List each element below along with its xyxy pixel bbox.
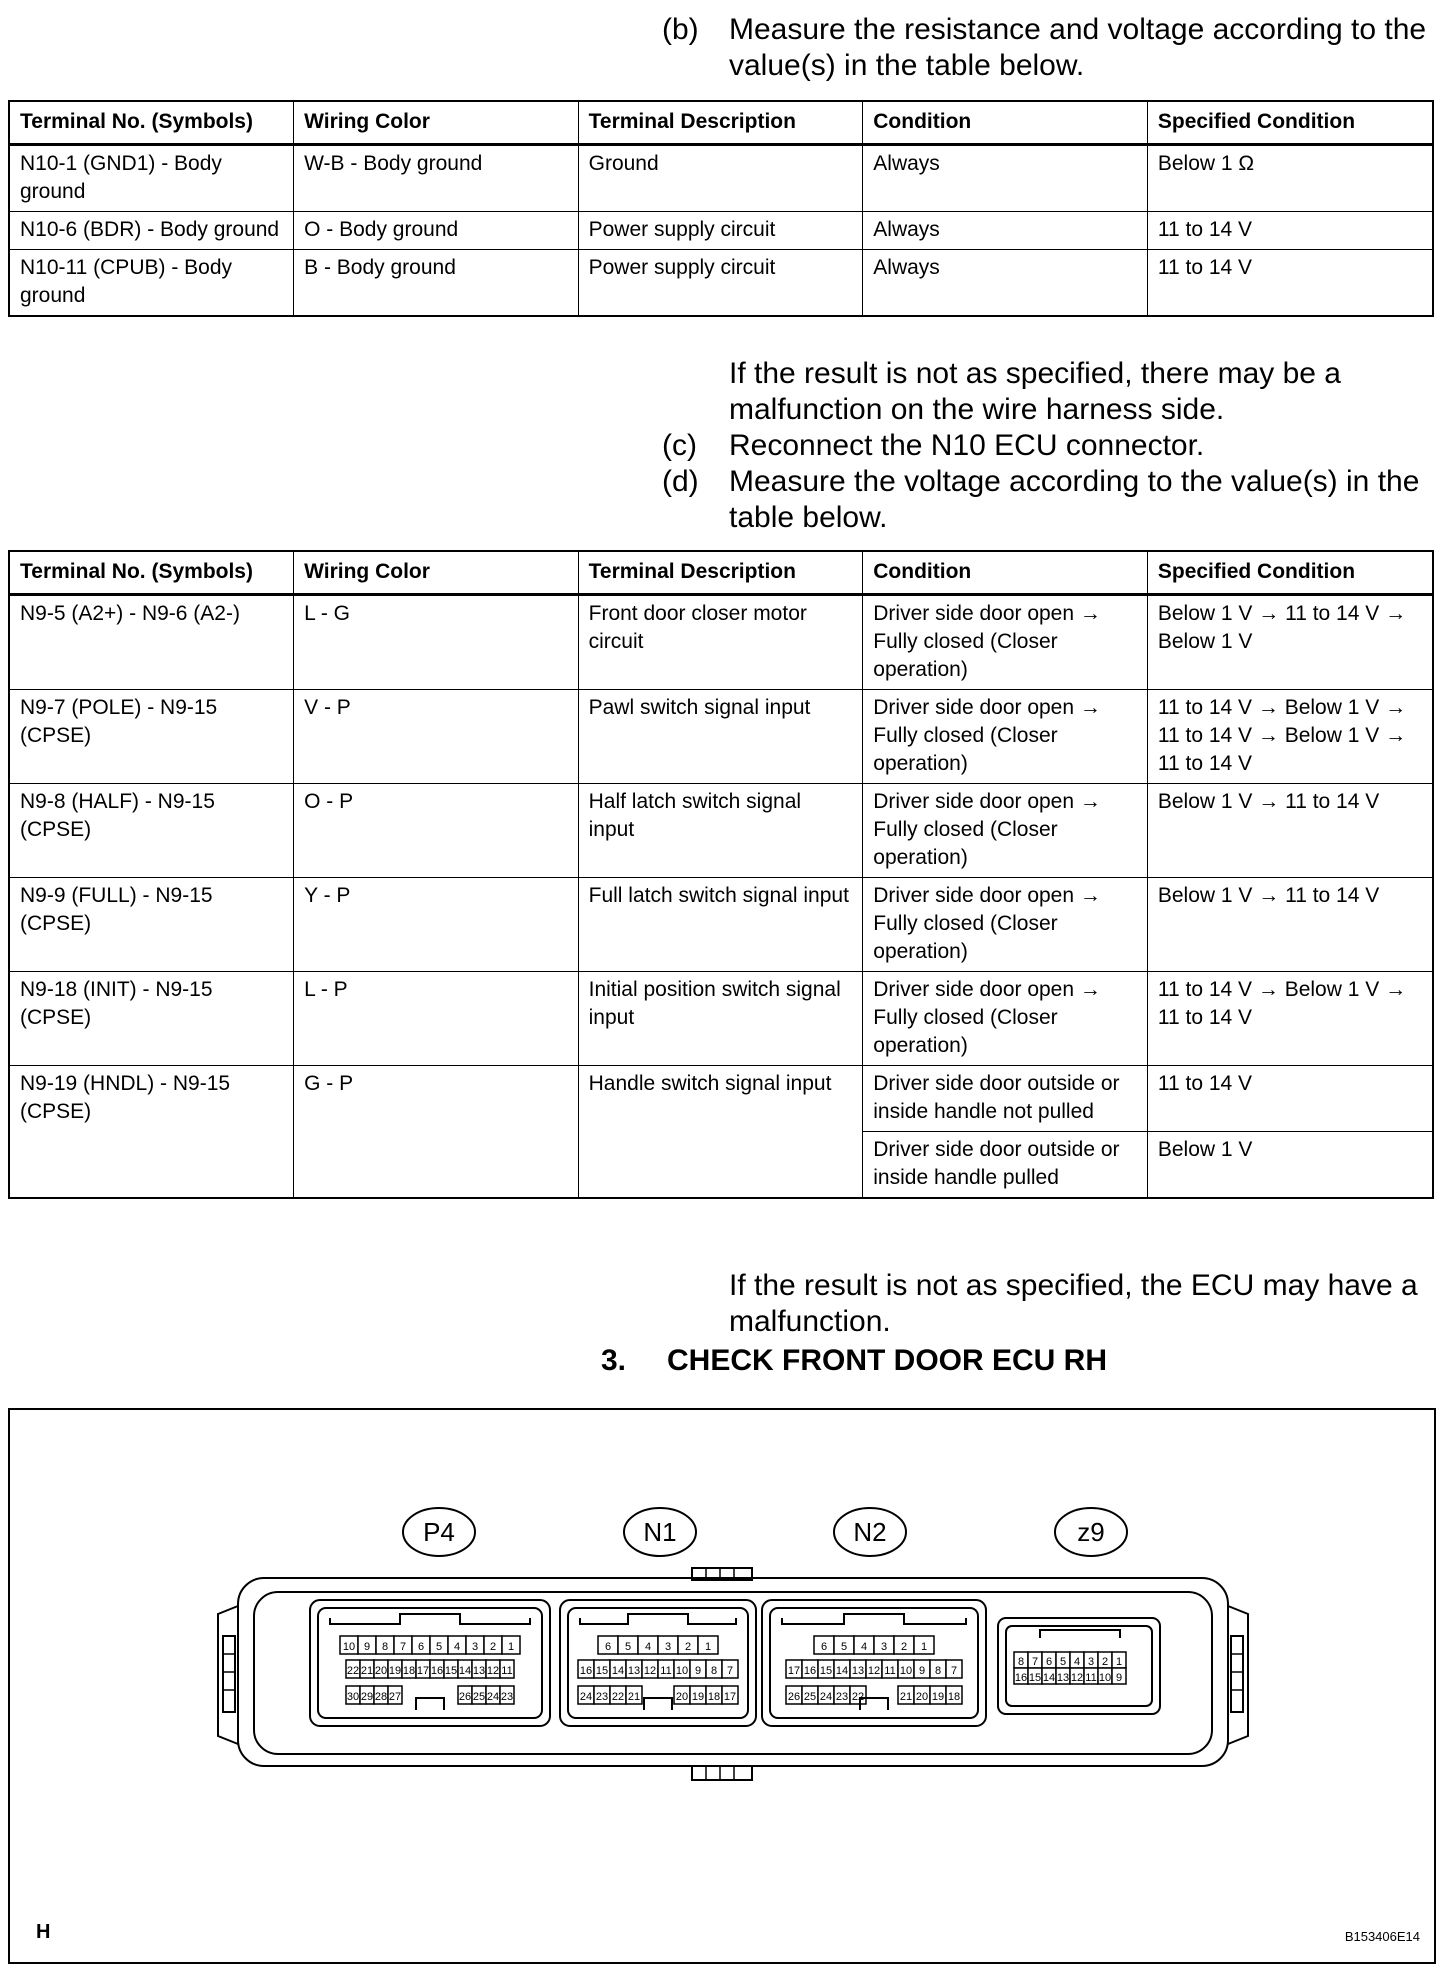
pin-number: 16 xyxy=(803,1665,817,1677)
pin-number: 4 xyxy=(860,1641,868,1653)
table-cell: Power supply circuit xyxy=(578,212,863,250)
pin-number: 12 xyxy=(1070,1672,1084,1684)
pin-number: 10 xyxy=(899,1665,913,1677)
pin-number: 5 xyxy=(435,1641,443,1653)
table-cell: N9-9 (FULL) - N9-15 (CPSE) xyxy=(9,878,294,972)
section-number: 3. xyxy=(601,1344,627,1377)
column-header: Terminal Description xyxy=(578,551,863,595)
housing-latch-right xyxy=(1231,1636,1243,1712)
pin-number: 10 xyxy=(342,1641,356,1653)
column-header: Terminal Description xyxy=(578,101,863,145)
pin-number: 12 xyxy=(867,1665,881,1677)
table-cell: 11 to 14 V → Below 1 V → 11 to 14 V xyxy=(1147,972,1433,1066)
connector-label: N1 xyxy=(643,1517,677,1547)
pin-number: 1 xyxy=(920,1641,928,1653)
column-header: Wiring Color xyxy=(294,551,579,595)
pin-number: 23 xyxy=(500,1691,514,1703)
table-cell: N10-6 (BDR) - Body ground xyxy=(9,212,294,250)
pin-number: 12 xyxy=(643,1665,657,1677)
table-cell: Always xyxy=(863,250,1148,317)
pin-number: 27 xyxy=(388,1691,402,1703)
column-header: Terminal No. (Symbols) xyxy=(9,101,294,145)
note-ecu-malfunction: If the result is not as specified, the ECU may have a malfunction. xyxy=(729,1269,1418,1338)
pin-number: 24 xyxy=(579,1691,593,1703)
table-cell: N9-5 (A2+) - N9-6 (A2-) xyxy=(9,595,294,690)
pin-number: 16 xyxy=(1014,1672,1028,1684)
table-row xyxy=(9,972,1433,1066)
connector-label: P4 xyxy=(423,1517,455,1547)
table-cell: Below 1 V → 11 to 14 V xyxy=(1147,878,1433,972)
table-row xyxy=(9,1066,1433,1132)
pin-number: 9 xyxy=(918,1665,926,1677)
pin-number: 4 xyxy=(1073,1656,1081,1668)
voltage-table xyxy=(8,550,1434,1199)
table-cell: Power supply circuit xyxy=(578,250,863,317)
bottom-clip xyxy=(692,1766,752,1780)
pin-number: 25 xyxy=(472,1691,486,1703)
pin-number: 8 xyxy=(1017,1656,1025,1668)
pin-number: 14 xyxy=(458,1665,472,1677)
table-cell: Ground xyxy=(578,145,863,212)
pin-number: 24 xyxy=(819,1691,833,1703)
pin-number: 8 xyxy=(934,1665,942,1677)
column-header: Condition xyxy=(863,551,1148,595)
pin-number: 6 xyxy=(417,1641,425,1653)
table-cell: 11 to 14 V xyxy=(1147,212,1433,250)
table-row xyxy=(9,212,1433,250)
ecu-connector-figure xyxy=(8,1408,1436,1964)
table-cell: V - P xyxy=(294,690,579,784)
table-cell: N9-7 (POLE) - N9-15 (CPSE) xyxy=(9,690,294,784)
pin-number: 8 xyxy=(381,1641,389,1653)
table-cell: Initial position switch signal input xyxy=(578,972,863,1066)
pin-number: 2 xyxy=(489,1641,497,1653)
pin-number: 3 xyxy=(1087,1656,1095,1668)
pin-number: 18 xyxy=(947,1691,961,1703)
pin-number: 20 xyxy=(915,1691,929,1703)
pin-number: 18 xyxy=(402,1665,416,1677)
pin-number: 3 xyxy=(471,1641,479,1653)
N1-key-tab xyxy=(580,1614,736,1624)
resistance-voltage-table xyxy=(8,100,1434,317)
step-b-text: Measure the resistance and voltage according to the value(s) in the table below. xyxy=(729,13,1427,82)
column-header: Specified Condition xyxy=(1147,551,1433,595)
table-header-row xyxy=(9,101,1433,145)
pin-number: 6 xyxy=(820,1641,828,1653)
table-cell: N9-8 (HALF) - N9-15 (CPSE) xyxy=(9,784,294,878)
housing-latch-left xyxy=(223,1636,235,1712)
table-cell: Half latch switch signal input xyxy=(578,784,863,878)
pin-number: 22 xyxy=(611,1691,625,1703)
N2-key-tab xyxy=(782,1614,966,1624)
column-header: Condition xyxy=(863,101,1148,145)
pin-number: 2 xyxy=(900,1641,908,1653)
pin-number: 1 xyxy=(704,1641,712,1653)
pin-number: 23 xyxy=(595,1691,609,1703)
pin-number: 23 xyxy=(835,1691,849,1703)
pin-number: 11 xyxy=(884,1665,896,1677)
step-d-label: (d) xyxy=(662,465,699,498)
pin-number: 21 xyxy=(899,1691,913,1703)
pin-number: 1 xyxy=(507,1641,515,1653)
pin-number: 15 xyxy=(444,1665,458,1677)
table-row xyxy=(9,690,1433,784)
P4-polarizing-key xyxy=(416,1698,444,1710)
pin-number: 5 xyxy=(840,1641,848,1653)
pin-number: 29 xyxy=(360,1691,374,1703)
table-cell: Below 1 Ω xyxy=(1147,145,1433,212)
pin-number: 2 xyxy=(1101,1656,1109,1668)
table-cell: O - P xyxy=(294,784,579,878)
table-cell: Below 1 V xyxy=(1147,1132,1433,1199)
column-header: Terminal No. (Symbols) xyxy=(9,551,294,595)
table-cell: 11 to 14 V xyxy=(1147,1066,1433,1132)
pin-number: 5 xyxy=(1059,1656,1067,1668)
pin-number: 7 xyxy=(726,1665,734,1677)
pin-number: 17 xyxy=(723,1691,737,1703)
table-cell: Driver side door open → Fully closed (Closer operation) xyxy=(863,595,1148,690)
pin-number: 10 xyxy=(1098,1672,1112,1684)
pin-number: 9 xyxy=(363,1641,371,1653)
pin-number: 3 xyxy=(664,1641,672,1653)
pin-number: 9 xyxy=(1115,1672,1123,1684)
pin-number: 1 xyxy=(1115,1656,1123,1668)
pin-number: 12 xyxy=(486,1665,500,1677)
pin-number: 7 xyxy=(950,1665,958,1677)
z9-key-tab xyxy=(1040,1630,1120,1638)
table-cell: O - Body ground xyxy=(294,212,579,250)
table-cell: Pawl switch signal input xyxy=(578,690,863,784)
pin-number: 14 xyxy=(1042,1672,1056,1684)
pin-number: 28 xyxy=(374,1691,388,1703)
pin-number: 16 xyxy=(430,1665,444,1677)
pin-number: 24 xyxy=(486,1691,500,1703)
pin-number: 17 xyxy=(787,1665,801,1677)
section-title: CHECK FRONT DOOR ECU RH xyxy=(667,1344,1107,1377)
table-cell: B - Body ground xyxy=(294,250,579,317)
table-row xyxy=(9,250,1433,317)
table-cell: N9-18 (INIT) - N9-15 (CPSE) xyxy=(9,972,294,1066)
pin-number: 13 xyxy=(627,1665,641,1677)
pin-number: 11 xyxy=(1085,1672,1097,1684)
pin-number: 4 xyxy=(453,1641,461,1653)
pin-number: 13 xyxy=(1056,1672,1070,1684)
table-header-row xyxy=(9,551,1433,595)
table-row xyxy=(9,878,1433,972)
figure-corner-label: H xyxy=(36,1921,51,1943)
pin-number: 14 xyxy=(611,1665,625,1677)
table-cell: L - P xyxy=(294,972,579,1066)
pin-number: 21 xyxy=(360,1665,374,1677)
pin-number: 7 xyxy=(1031,1656,1039,1668)
pin-number: 13 xyxy=(472,1665,486,1677)
note-wire-harness: If the result is not as specified, there may be a malfunction on the wire harness side. xyxy=(729,357,1341,426)
table-cell: Driver side door open → Fully closed (Closer operation) xyxy=(863,972,1148,1066)
pin-number: 26 xyxy=(458,1691,472,1703)
table-cell: N10-1 (GND1) - Body ground xyxy=(9,145,294,212)
pin-number: 19 xyxy=(691,1691,705,1703)
pin-number: 15 xyxy=(595,1665,609,1677)
table-row xyxy=(9,145,1433,212)
table-cell: Handle switch signal input xyxy=(578,1066,863,1199)
connector-label: z9 xyxy=(1077,1517,1105,1547)
table-cell: Driver side door open → Fully closed (Closer operation) xyxy=(863,690,1148,784)
step-c-label: (c) xyxy=(662,429,697,462)
pin-number: 4 xyxy=(644,1641,652,1653)
table-cell: Front door closer motor circuit xyxy=(578,595,863,690)
pin-number: 5 xyxy=(624,1641,632,1653)
pin-number: 10 xyxy=(675,1665,689,1677)
table-row xyxy=(9,595,1433,690)
pin-number: 20 xyxy=(374,1665,388,1677)
table-cell: Always xyxy=(863,212,1148,250)
step-d-text: Measure the voltage according to the value(s) in the table below. xyxy=(729,465,1420,534)
pin-number: 22 xyxy=(346,1665,360,1677)
table-cell: N9-19 (HNDL) - N9-15 (CPSE) xyxy=(9,1066,294,1199)
pin-number: 8 xyxy=(710,1665,718,1677)
figure-code: B153406E14 xyxy=(1344,1929,1420,1944)
pin-number: 13 xyxy=(851,1665,865,1677)
pin-number: 3 xyxy=(880,1641,888,1653)
table-cell: L - G xyxy=(294,595,579,690)
pin-number: 15 xyxy=(819,1665,833,1677)
pin-number: 11 xyxy=(660,1665,672,1677)
pin-number: 19 xyxy=(931,1691,945,1703)
table-cell: Below 1 V → 11 to 14 V xyxy=(1147,784,1433,878)
pin-number: 19 xyxy=(388,1665,402,1677)
table-cell: G - P xyxy=(294,1066,579,1199)
pin-number: 6 xyxy=(604,1641,612,1653)
pin-number: 2 xyxy=(684,1641,692,1653)
table-cell: Driver side door open → Fully closed (Closer operation) xyxy=(863,784,1148,878)
pin-number: 11 xyxy=(501,1665,513,1677)
pin-number: 26 xyxy=(787,1691,801,1703)
table-cell: W-B - Body ground xyxy=(294,145,579,212)
ecu-connector-diagram xyxy=(10,1410,1434,1962)
pin-number: 18 xyxy=(707,1691,721,1703)
column-header: Wiring Color xyxy=(294,101,579,145)
table-cell: 11 to 14 V xyxy=(1147,250,1433,317)
step-c-text: Reconnect the N10 ECU connector. xyxy=(729,429,1205,462)
pin-number: 21 xyxy=(627,1691,641,1703)
N1-polarizing-key xyxy=(644,1698,672,1710)
column-header: Specified Condition xyxy=(1147,101,1433,145)
table-cell: 11 to 14 V → Below 1 V → 11 to 14 V → Below 1 V → 11 to 14 V xyxy=(1147,690,1433,784)
pin-number: 14 xyxy=(835,1665,849,1677)
pin-number: 6 xyxy=(1045,1656,1053,1668)
table-cell: Y - P xyxy=(294,878,579,972)
connector-label: N2 xyxy=(853,1517,887,1547)
P4-key-tab xyxy=(330,1614,530,1624)
pin-number: 22 xyxy=(851,1691,865,1703)
pin-number: 17 xyxy=(416,1665,430,1677)
table-cell: Driver side door open → Fully closed (Closer operation) xyxy=(863,878,1148,972)
table-cell: N10-11 (CPUB) - Body ground xyxy=(9,250,294,317)
pin-number: 15 xyxy=(1028,1672,1042,1684)
pin-number: 25 xyxy=(803,1691,817,1703)
pin-number: 20 xyxy=(675,1691,689,1703)
step-b-label: (b) xyxy=(662,13,699,46)
pin-number: 16 xyxy=(579,1665,593,1677)
pin-number: 7 xyxy=(399,1641,407,1653)
pin-number: 9 xyxy=(694,1665,702,1677)
pin-number: 30 xyxy=(346,1691,360,1703)
table-row xyxy=(9,784,1433,878)
table-cell: Driver side door outside or inside handle not pulled xyxy=(863,1066,1148,1132)
table-cell: Driver side door outside or inside handle pulled xyxy=(863,1132,1148,1199)
table-cell: Full latch switch signal input xyxy=(578,878,863,972)
table-cell: Below 1 V → 11 to 14 V → Below 1 V xyxy=(1147,595,1433,690)
table-cell: Always xyxy=(863,145,1148,212)
